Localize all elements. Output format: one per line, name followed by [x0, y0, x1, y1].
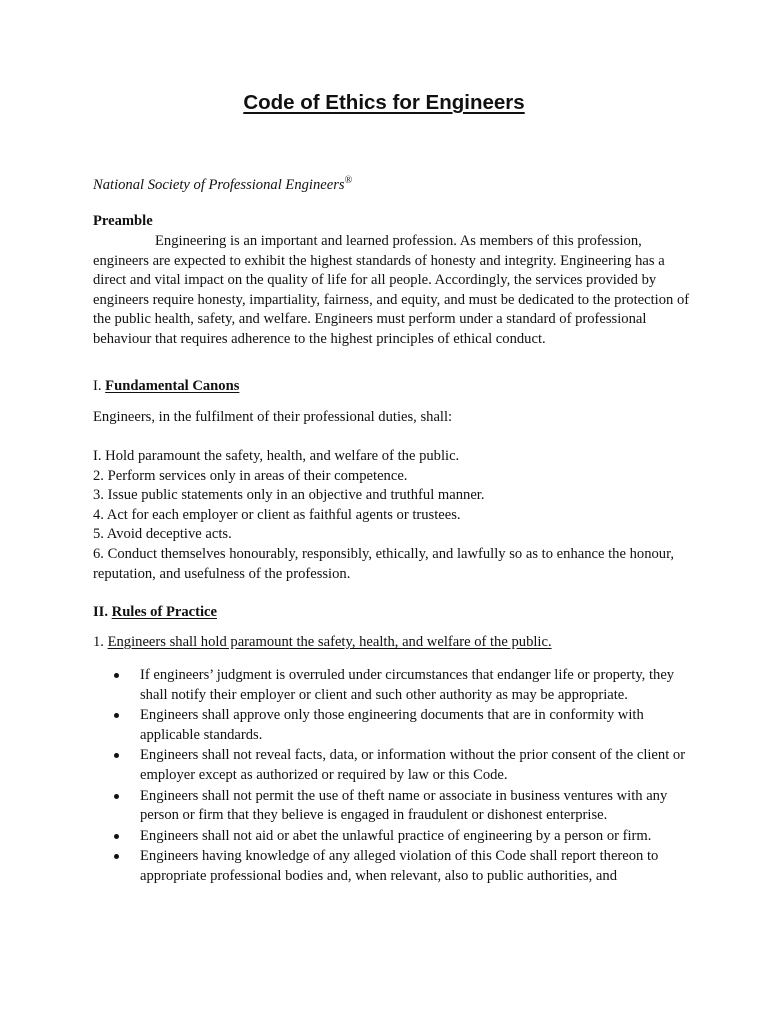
bullet-icon: [114, 713, 119, 718]
list-item: [93, 666, 693, 705]
rule-1-number: 1.: [93, 634, 108, 650]
rule-1-bullet-list: [93, 666, 693, 888]
canon-item: 2. Perform services only in areas of their competence.: [93, 467, 408, 484]
preamble-paragraph: [93, 232, 693, 350]
organization-name: [93, 176, 352, 196]
canon-item: 3. Issue public statements only in an objective and truthful manner.: [93, 487, 485, 504]
registered-mark: ®: [344, 175, 353, 186]
preamble-heading: Preamble: [93, 213, 153, 229]
canon-item: I. Hold paramount the safety, health, and welfare of the public.: [93, 448, 460, 464]
bullet-text: Engineers shall approve only those engineering documents that are in conformity with applicable standards.: [140, 707, 644, 743]
section-1-title: Fundamental Canons: [105, 378, 240, 394]
list-item: [93, 847, 693, 886]
bullet-text: Engineers shall not permit the use of theft name or associate in business ventures with any person or firm that they believe is engaged in fraudulent or dishonest enterprise.: [140, 787, 668, 824]
list-item: [93, 746, 693, 785]
bullet-icon: [114, 673, 119, 678]
preamble-text: Engineering is an important and learned profession. As members of this profession, engineers are expected to exhibit the highest standards of honesty and integrity. Engineering has a direct and vital impact on the quality of life for all people. Accordingly, the services provided by engineers require honesty, impartiality, fairness, and equity, and must be dedicated to the protection of the public health, safety, and welfare. Engineers must perform under a standard of professional behaviour that requires adherence to the highest principles of ethical conduct.: [93, 233, 690, 347]
canon-item: 6. Conduct themselves honourably, responsibly, ethically, and lawfully so as to enhance the honour, reputation, and usefulness of the profession.: [93, 545, 675, 582]
section-2-title: Rules of Practice: [111, 604, 218, 620]
rule-1: [93, 633, 693, 653]
bullet-icon: [114, 834, 119, 839]
organization-text: National Society of Professional Engineers: [93, 177, 345, 193]
document-title: Code of Ethics for Engineers: [243, 91, 525, 114]
bullet-text: If engineers’ judgment is overruled under circumstances that endanger life or property, they shall notify their employer or client and such other authority as may be appropriate.: [140, 667, 675, 703]
canon-item: 5. Avoid deceptive acts.: [93, 526, 232, 543]
section-2-number: II.: [93, 604, 112, 620]
bullet-icon: [114, 794, 119, 799]
list-item: [93, 706, 693, 745]
bullet-icon: [114, 854, 119, 859]
canons-intro: Engineers, in the fulfilment of their professional duties, shall:: [93, 409, 453, 425]
section-2-heading: [93, 603, 693, 623]
bullet-text: Engineers having knowledge of any alleged violation of this Code shall report thereon to appropriate professional bodies and, when relevant, also to public authorities, and: [140, 848, 659, 884]
bullet-icon: [114, 753, 119, 758]
section-1-number: I.: [93, 378, 106, 394]
canon-item: 4. Act for each employer or client as faithful agents or trustees.: [93, 506, 461, 523]
rule-1-text: Engineers shall hold paramount the safety, health, and welfare of the public.: [107, 634, 552, 650]
bullet-text: Engineers shall not reveal facts, data, or information without the prior consent of the client or employer except as authorized or required by law or this Code.: [140, 747, 686, 783]
list-item: [93, 827, 693, 847]
list-item: [93, 787, 693, 826]
canons-list: [93, 447, 693, 584]
section-1-heading: [93, 377, 693, 397]
bullet-text: Engineers shall not aid or abet the unlawful practice of engineering by a person or firm.: [140, 827, 652, 844]
